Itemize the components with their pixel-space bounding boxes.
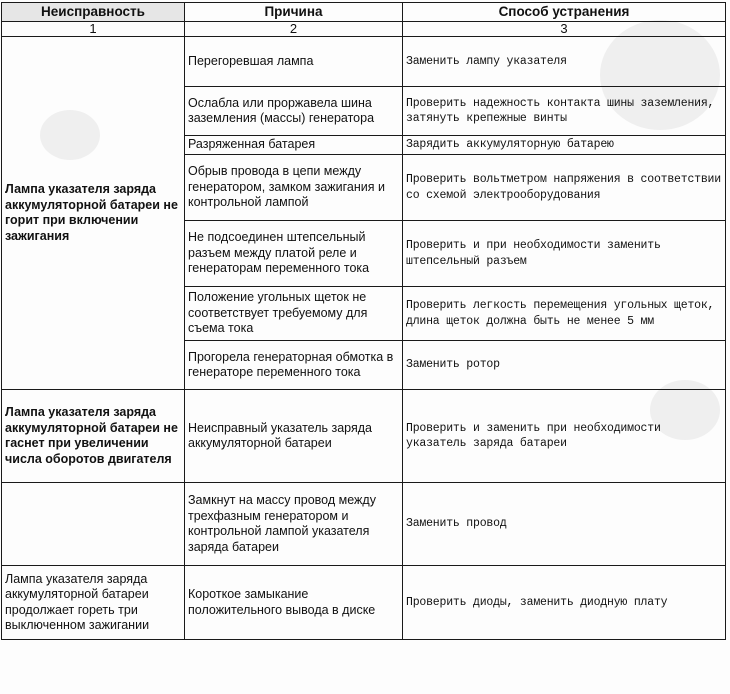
remedy-cell: Заменить ротор bbox=[403, 341, 726, 390]
remedy-cell: Проверить и заменить при необходимости указатель заряда батареи bbox=[403, 390, 726, 483]
column-number: 3 bbox=[403, 22, 726, 37]
column-number: 2 bbox=[185, 22, 403, 37]
remedy-cell: Проверить вольтметром напряжения в соответствии со схемой электрооборудования bbox=[403, 155, 726, 221]
cause-cell: Ослабла или проржавела шина заземления (массы) генератора bbox=[185, 87, 403, 136]
column-number-row bbox=[2, 22, 726, 37]
remedy-cell: Проверить диоды, заменить диодную плату bbox=[403, 566, 726, 640]
fault-cell: Лампа указателя заряда аккумуляторной батареи не гаснет при увеличении числа оборотов двигателя bbox=[2, 390, 185, 483]
table-row bbox=[2, 483, 726, 566]
header-remedy: Способ устранения bbox=[403, 3, 726, 22]
header-row bbox=[2, 3, 726, 22]
header-fault: Неисправность bbox=[2, 3, 185, 22]
cause-cell: Короткое замыкание положительного вывода в диске bbox=[185, 566, 403, 640]
cause-cell: Прогорела генераторная обмотка в генераторе переменного тока bbox=[185, 341, 403, 390]
remedy-cell: Проверить и при необходимости заменить штепсельный разъем bbox=[403, 221, 726, 287]
remedy-cell: Заменить провод bbox=[403, 483, 726, 566]
table-row bbox=[2, 566, 726, 640]
cause-cell: Обрыв провода в цепи между генератором, замком зажигания и контрольной лампой bbox=[185, 155, 403, 221]
remedy-cell: Зарядить аккумуляторную батарею bbox=[403, 136, 726, 155]
table-row bbox=[2, 390, 726, 483]
header-cause: Причина bbox=[185, 3, 403, 22]
cause-cell: Положение угольных щеток не соответствует требуемому для съема тока bbox=[185, 287, 403, 341]
cause-cell: Перегоревшая лампа bbox=[185, 37, 403, 87]
remedy-cell: Проверить надежность контакта шины заземления, затянуть крепежные винты bbox=[403, 87, 726, 136]
table-row bbox=[2, 37, 726, 87]
fault-cell bbox=[2, 483, 185, 566]
fault-table bbox=[1, 2, 726, 640]
remedy-cell: Заменить лампу указателя bbox=[403, 37, 726, 87]
fault-cell: Лампа указателя заряда аккумуляторной батареи продолжает гореть три выключенном зажигании bbox=[2, 566, 185, 640]
remedy-cell: Проверить легкость перемещения угольных щеток, длина щеток должна быть не менее 5 мм bbox=[403, 287, 726, 341]
cause-cell: Не подсоединен штепсельный разъем между платой реле и генераторам переменного тока bbox=[185, 221, 403, 287]
cause-cell: Неисправный указатель заряда аккумуляторной батареи bbox=[185, 390, 403, 483]
cause-cell: Замкнут на массу провод между трехфазным генератором и контрольной лампой указателя заряда батареи bbox=[185, 483, 403, 566]
fault-cell: Лампа указателя заряда аккумуляторной батареи не горит при включении зажигания bbox=[2, 37, 185, 390]
cause-cell: Разряженная батарея bbox=[185, 136, 403, 155]
column-number: 1 bbox=[2, 22, 185, 37]
